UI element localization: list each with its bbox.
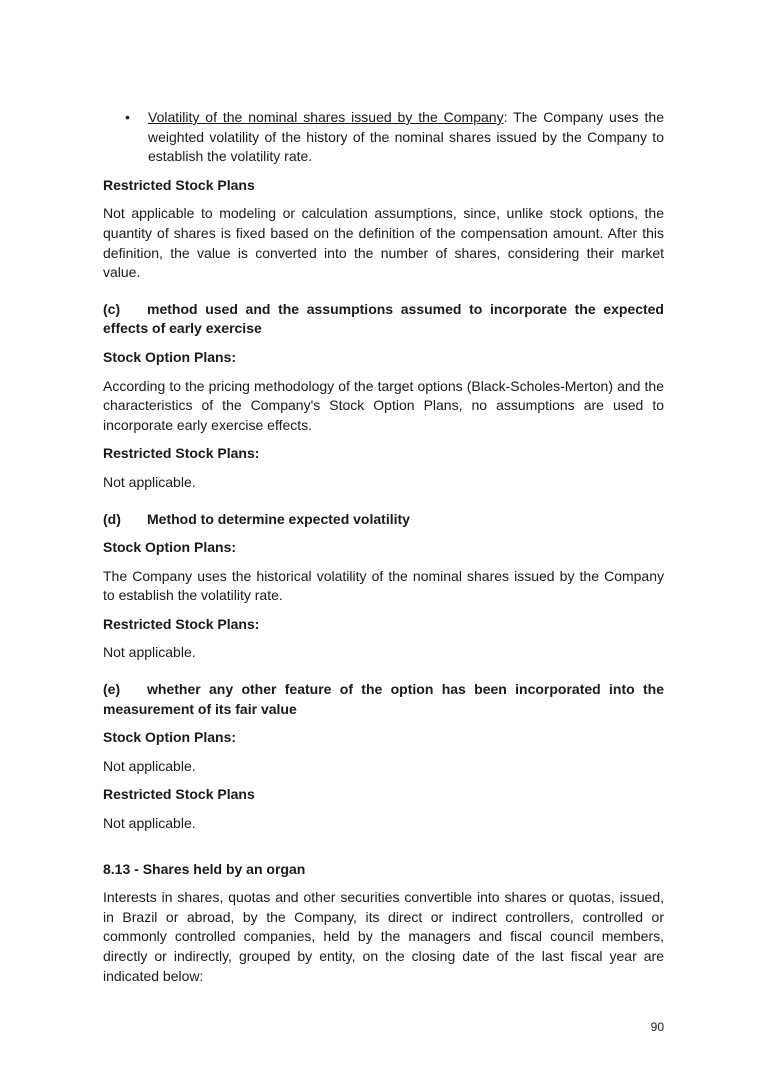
section-c-title <box>103 300 664 339</box>
section-d-label: (d) <box>103 510 121 527</box>
section-e-restricted-heading: Restricted Stock Plans <box>103 786 255 803</box>
section-d-title <box>103 510 664 530</box>
section-e-label: (e) <box>103 681 121 698</box>
section-c-restricted-body: Not applicable. <box>103 473 196 490</box>
section-e-stock-heading: Stock Option Plans: <box>103 729 237 746</box>
bullet-underlined-term: Volatility of the nominal shares issued by the Company <box>148 109 504 125</box>
section-e-title <box>103 680 664 719</box>
section-d-title-text: Method to determine expected volatility <box>147 510 410 527</box>
section-d-restricted-body: Not applicable. <box>103 644 196 661</box>
section-c-stock-body: According to the pricing methodology of the target options (Black-Scholes-Merton) and the characteristics of the Company's Stock Option Plans, no assumptions are used to incorporate early exercise effects. <box>103 377 664 433</box>
bullet-text: : The Company uses the weighted volatility of the history of the nominal shares issued by the Company to establish the volatility rate. <box>148 109 664 165</box>
section-c-restricted-heading: Restricted Stock Plans: <box>103 445 260 462</box>
restricted-stock-heading-1: Restricted Stock Plans <box>103 176 255 193</box>
section-c-label: (c) <box>103 300 121 317</box>
section-c-stock-heading: Stock Option Plans: <box>103 348 237 365</box>
section-813-title: 8.13 - Shares held by an organ <box>103 860 306 877</box>
page-number: 90 <box>650 1020 664 1034</box>
restricted-stock-body-1: Not applicable to modeling or calculation assumptions, since, unlike stock options, the quantity of shares is fixed based on the definition of the compensation amount. After this definition, the value is converted into the number of shares, considering their market value. <box>103 205 664 281</box>
bullet-icon: • <box>125 109 130 125</box>
section-813-body: Interests in shares, quotas and other securities convertible into shares or quotas, issued, in Brazil or abroad, by the Company, its direct or indirect controllers, controlled or commonly controlled companies, held by the managers and fiscal council members, directly or indirectly, grouped by entity, on the closing date of the last fiscal year are indicated below: <box>103 889 664 984</box>
bullet-volatility <box>103 108 664 167</box>
section-d-stock-body: The Company uses the historical volatility of the nominal shares issued by the Company to establish the volatility rate. <box>103 567 664 604</box>
section-c-title-text: method used and the assumptions assumed to incorporate the expected effects of early exercise <box>103 300 664 337</box>
section-e-restricted-body: Not applicable. <box>103 815 196 832</box>
section-d-restricted-heading: Restricted Stock Plans: <box>103 615 260 632</box>
section-d-stock-heading: Stock Option Plans: <box>103 539 237 556</box>
section-e-stock-body: Not applicable. <box>103 757 196 774</box>
document-page <box>103 108 664 995</box>
section-e-title-text: whether any other feature of the option has been incorporated into the measurement of its fair value <box>103 681 664 717</box>
